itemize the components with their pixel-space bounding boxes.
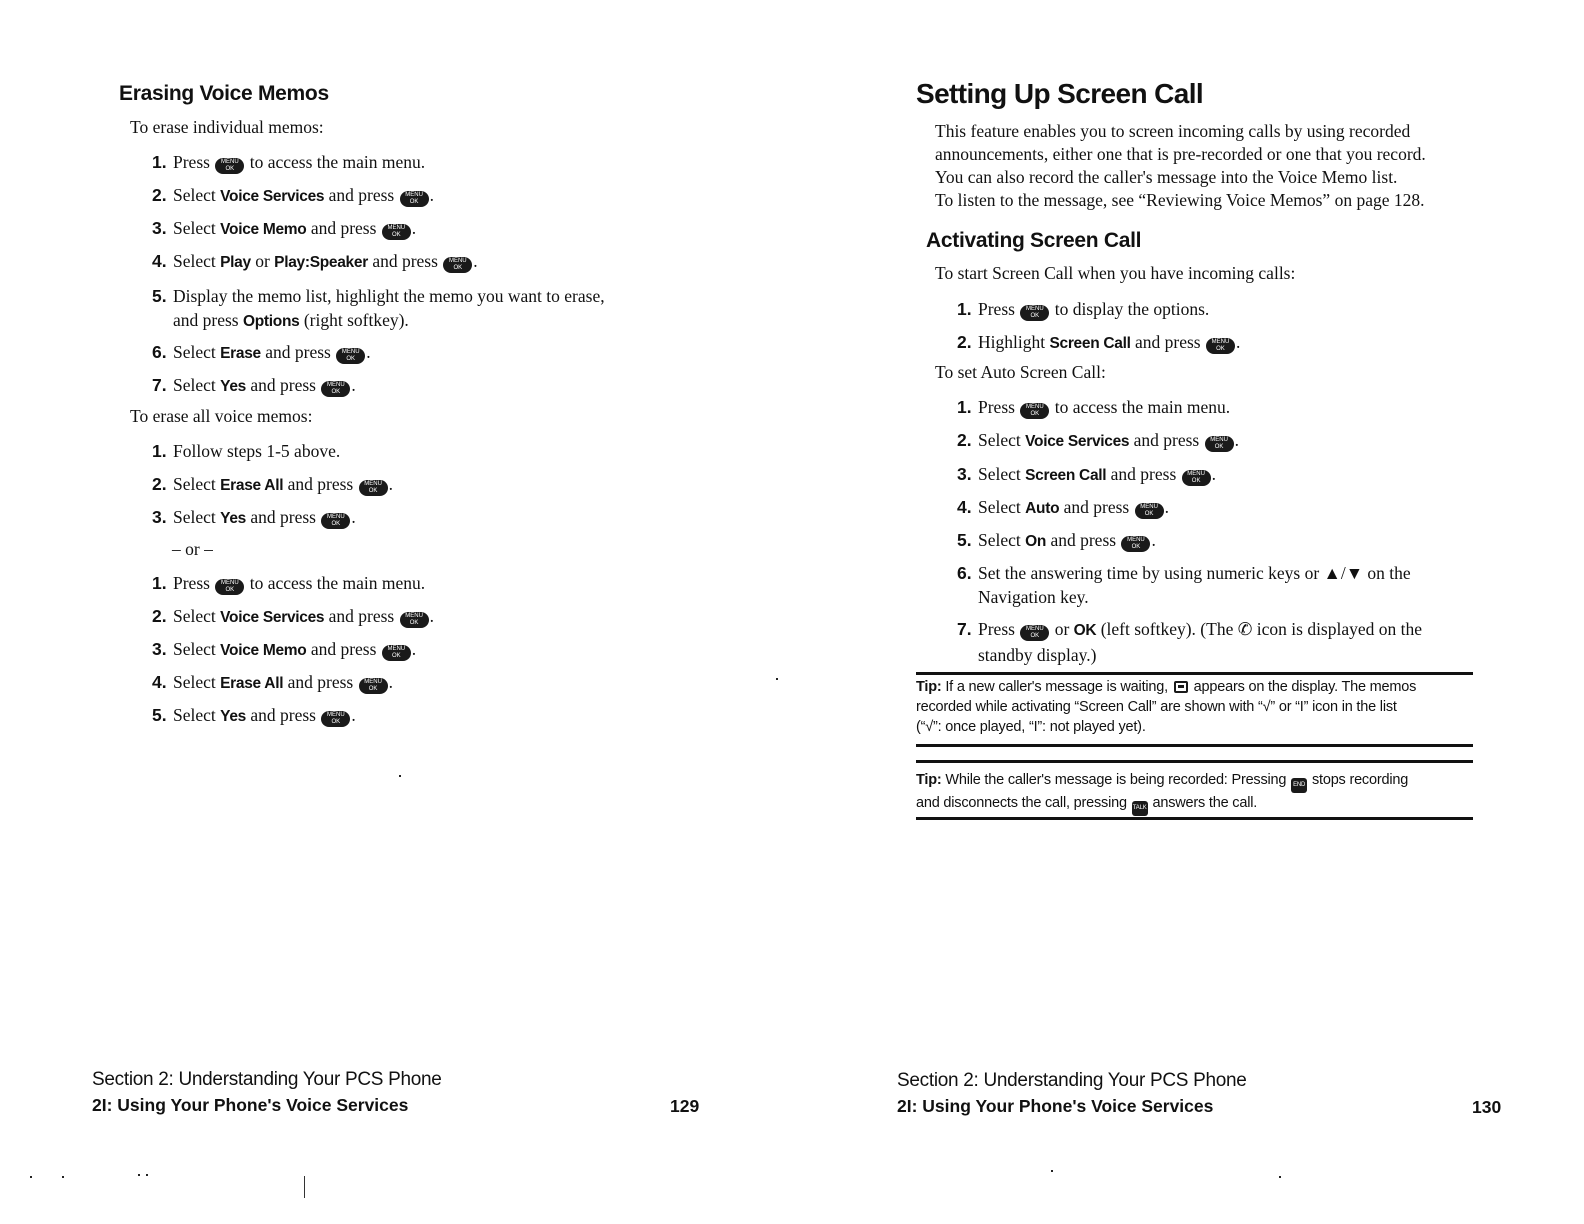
menu-ok-key-icon: MENU OK xyxy=(382,224,411,240)
scan-speck xyxy=(62,1176,64,1178)
step-item: 4. Select Erase All and press MENU OK . xyxy=(152,672,393,692)
step-item: 5. Display the memo list, highlight the memo you want to erase, and press Options (right softkey). xyxy=(152,286,605,330)
step-item: 2. Highlight Screen Call and press MENU OK . xyxy=(957,332,1241,352)
tip-rule xyxy=(916,744,1473,747)
step-item: 1. Press MENU OK to access the main menu. xyxy=(957,397,1231,417)
step-item: 5. Select Yes and press MENU OK . xyxy=(152,705,356,725)
step-item: 2. Select Voice Services and press MENU OK . xyxy=(152,185,434,205)
menu-ok-key-icon: MENU OK xyxy=(382,645,411,661)
step-item: 5. Select On and press MENU OK . xyxy=(957,530,1156,550)
scan-speck xyxy=(399,775,401,777)
step-item: 6. Set the answering time by using numeric keys or ▲/▼ on the Navigation key. xyxy=(957,563,1411,607)
menu-ok-key-icon: MENU OK xyxy=(1135,503,1164,519)
step-item: 3. Select Voice Memo and press MENU OK . xyxy=(152,639,417,659)
menu-ok-key-icon: MENU OK xyxy=(215,158,244,174)
menu-ok-key-icon: MENU OK xyxy=(1121,536,1150,552)
scan-speck xyxy=(1279,1176,1281,1178)
step-item: 6. Select Erase and press MENU OK . xyxy=(152,342,371,362)
menu-ok-key-icon: MENU OK xyxy=(400,191,429,207)
tip-box: Tip: While the caller's message is being recorded: Pressing END stops recording and disconnects the call, pressing TALK answers the call. xyxy=(916,770,1476,816)
intro-text: To erase all voice memos: xyxy=(130,406,313,426)
tip-rule xyxy=(916,760,1473,763)
end-key-icon: END xyxy=(1291,778,1307,793)
intro-paragraph: This feature enables you to screen incoming calls by using recorded announcements, either one that is pre-recorded or one that you record. You can also record the caller's message into the Voice Memo list. To listen to the message, see “Reviewing Voice Memos” on page 128. xyxy=(935,121,1426,210)
scan-speck xyxy=(146,1174,148,1176)
page-title: Setting Up Screen Call xyxy=(916,78,1204,109)
menu-ok-key-icon: MENU OK xyxy=(1020,403,1049,419)
menu-ok-key-icon: MENU OK xyxy=(321,381,350,397)
step-item: 7. Press MENU OK or OK (left softkey). (The ✆ icon is displayed on the standby display.) xyxy=(957,619,1423,665)
step-item: 3. Select Screen Call and press MENU OK . xyxy=(957,464,1217,484)
footer-chapter: 2I: Using Your Phone's Voice Services xyxy=(92,1095,409,1115)
scan-speck xyxy=(138,1174,140,1176)
subheading: Activating Screen Call xyxy=(926,229,1142,252)
page-number: 129 xyxy=(670,1096,700,1116)
tip-rule xyxy=(916,817,1473,820)
menu-ok-key-icon: MENU OK xyxy=(400,612,429,628)
page-number: 130 xyxy=(1472,1097,1502,1117)
tip-rule xyxy=(916,672,1473,675)
scan-speck xyxy=(1051,1170,1053,1172)
step-item: 3. Select Yes and press MENU OK . xyxy=(152,507,356,527)
footer-section: Section 2: Understanding Your PCS Phone xyxy=(897,1070,1247,1091)
step-item: 7. Select Yes and press MENU OK . xyxy=(152,375,356,395)
step-item: 2. Select Erase All and press MENU OK . xyxy=(152,474,393,494)
menu-ok-key-icon: MENU OK xyxy=(215,579,244,595)
scan-mark xyxy=(304,1176,305,1198)
right-page xyxy=(792,0,1584,1224)
scan-speck xyxy=(776,678,778,680)
intro-text: To start Screen Call when you have incoming calls: xyxy=(935,263,1296,283)
step-item: 4. Select Auto and press MENU OK . xyxy=(957,497,1169,517)
step-item: 1. Follow steps 1-5 above. xyxy=(152,441,341,461)
menu-ok-key-icon: MENU OK xyxy=(1205,436,1234,452)
menu-ok-key-icon: MENU OK xyxy=(1182,470,1211,486)
step-item: 1. Press MENU OK to display the options. xyxy=(957,299,1210,319)
menu-ok-key-icon: MENU OK xyxy=(359,678,388,694)
step-item: 1. Press MENU OK to access the main menu. xyxy=(152,573,426,593)
menu-ok-key-icon: MENU OK xyxy=(321,711,350,727)
section-heading: Erasing Voice Memos xyxy=(119,82,329,105)
screen-call-icon: ✆ xyxy=(1237,619,1253,639)
scan-speck xyxy=(30,1176,32,1178)
menu-ok-key-icon: MENU OK xyxy=(359,480,388,496)
menu-ok-key-icon: MENU OK xyxy=(321,513,350,529)
step-item: 3. Select Voice Memo and press MENU OK . xyxy=(152,218,417,238)
menu-ok-key-icon: MENU OK xyxy=(1020,625,1049,641)
menu-ok-key-icon: MENU OK xyxy=(336,348,365,364)
intro-text: To set Auto Screen Call: xyxy=(935,362,1106,382)
menu-ok-key-icon: MENU OK xyxy=(1020,305,1049,321)
new-message-icon xyxy=(1174,681,1188,693)
footer-section: Section 2: Understanding Your PCS Phone xyxy=(92,1069,442,1090)
talk-key-icon: TALK xyxy=(1132,801,1148,816)
step-item: 2. Select Voice Services and press MENU OK . xyxy=(152,606,434,626)
menu-ok-key-icon: MENU OK xyxy=(443,257,472,273)
step-item: 4. Select Play or Play:Speaker and press MENU OK . xyxy=(152,251,478,271)
intro-text: To erase individual memos: xyxy=(130,117,324,137)
step-item: 2. Select Voice Services and press MENU OK . xyxy=(957,430,1239,450)
or-separator: – or – xyxy=(172,539,213,559)
tip-box: Tip: If a new caller's message is waiting, appears on the display. The memos recorded while activating “Screen Call” are shown with “√” or “I” icon in the list (“√”: once played, “I”: not played yet). xyxy=(916,679,1417,735)
menu-ok-key-icon: MENU OK xyxy=(1206,338,1235,354)
footer-chapter: 2I: Using Your Phone's Voice Services xyxy=(897,1096,1214,1116)
step-item: 1. Press MENU OK to access the main menu. xyxy=(152,152,426,172)
